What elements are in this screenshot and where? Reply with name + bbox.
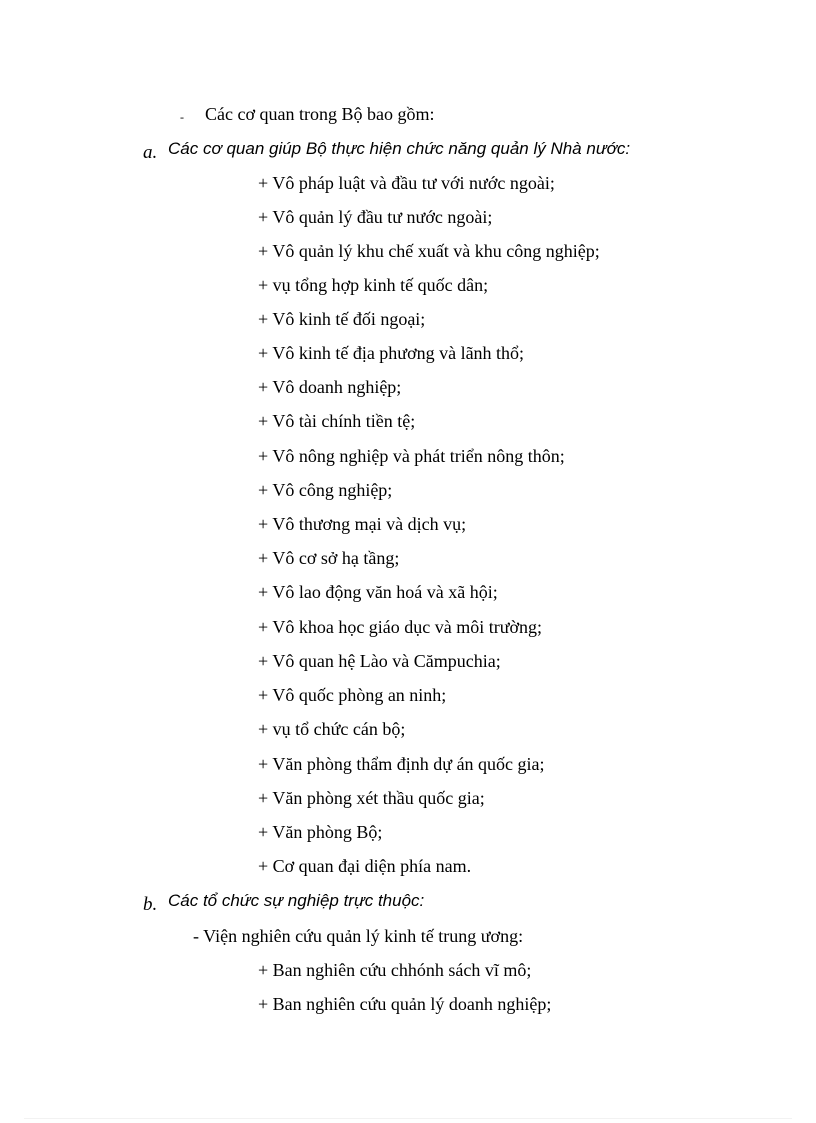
section-a-item: + Vô thương mại và dịch vụ; (258, 514, 467, 534)
section-a-item: + Vô nông nghiệp và phát triển nông thôn; (258, 446, 565, 466)
section-a-item: + vụ tổ chức cán bộ; (258, 719, 406, 739)
section-a-item: + Cơ quan đại diện phía nam. (258, 856, 472, 876)
page-bottom-divider (24, 1118, 792, 1119)
section-a-item: + Vô quản lý đầu tư nước ngoài; (258, 207, 493, 227)
section-a-item: + Vô quốc phòng an ninh; (258, 685, 447, 705)
section-a-item: + Vô tài chính tiền tệ; (258, 411, 416, 431)
section-a-title: Các cơ quan giúp Bộ thực hiện chức năng quản lý Nhà nước: (168, 139, 631, 158)
section-a-item: + vụ tổng hợp kinh tế quốc dân; (258, 275, 489, 295)
section-b-item: + Ban nghiên cứu chhónh sách vĩ mô; (258, 960, 532, 980)
section-a-item: + Văn phòng Bộ; (258, 822, 383, 842)
section-a-item: + Vô công nghiệp; (258, 480, 393, 500)
section-a-item: + Văn phòng xét thầu quốc gia; (258, 788, 485, 808)
section-a-item: + Vô doanh nghiệp; (258, 377, 402, 397)
section-a-item: + Vô lao động văn hoá và xã hội; (258, 582, 498, 602)
section-b-item: + Ban nghiên cứu quản lý doanh nghiệp; (258, 994, 552, 1014)
section-b-title: Các tổ chức sự nghiệp trực thuộc: (168, 891, 425, 910)
section-a-item: + Văn phòng thẩm định dự án quốc gia; (258, 754, 545, 774)
section-a-item: + Vô kinh tế địa phương và lãnh thổ; (258, 343, 525, 363)
intro-text: Các cơ quan trong Bộ bao gồm: (205, 104, 435, 124)
section-a-item: + Vô quản lý khu chế xuất và khu công nghiệp; (258, 241, 600, 261)
section-a-marker: a. (143, 142, 158, 163)
section-a-item: + Vô quan hệ Lào và Cămpuchia; (258, 651, 501, 671)
section-a-item: + Vô pháp luật và đầu tư với nước ngoài; (258, 173, 555, 193)
section-a-item: + Vô cơ sở hạ tầng; (258, 548, 400, 568)
section-a-item: + Vô khoa học giáo dục và môi trường; (258, 617, 543, 637)
intro-bullet: - (180, 110, 184, 124)
section-b-subheading: - Viện nghiên cứu quản lý kinh tế trung ương: (193, 926, 524, 946)
section-b-marker: b. (143, 894, 158, 915)
section-a-item: + Vô kinh tế đối ngoại; (258, 309, 426, 329)
